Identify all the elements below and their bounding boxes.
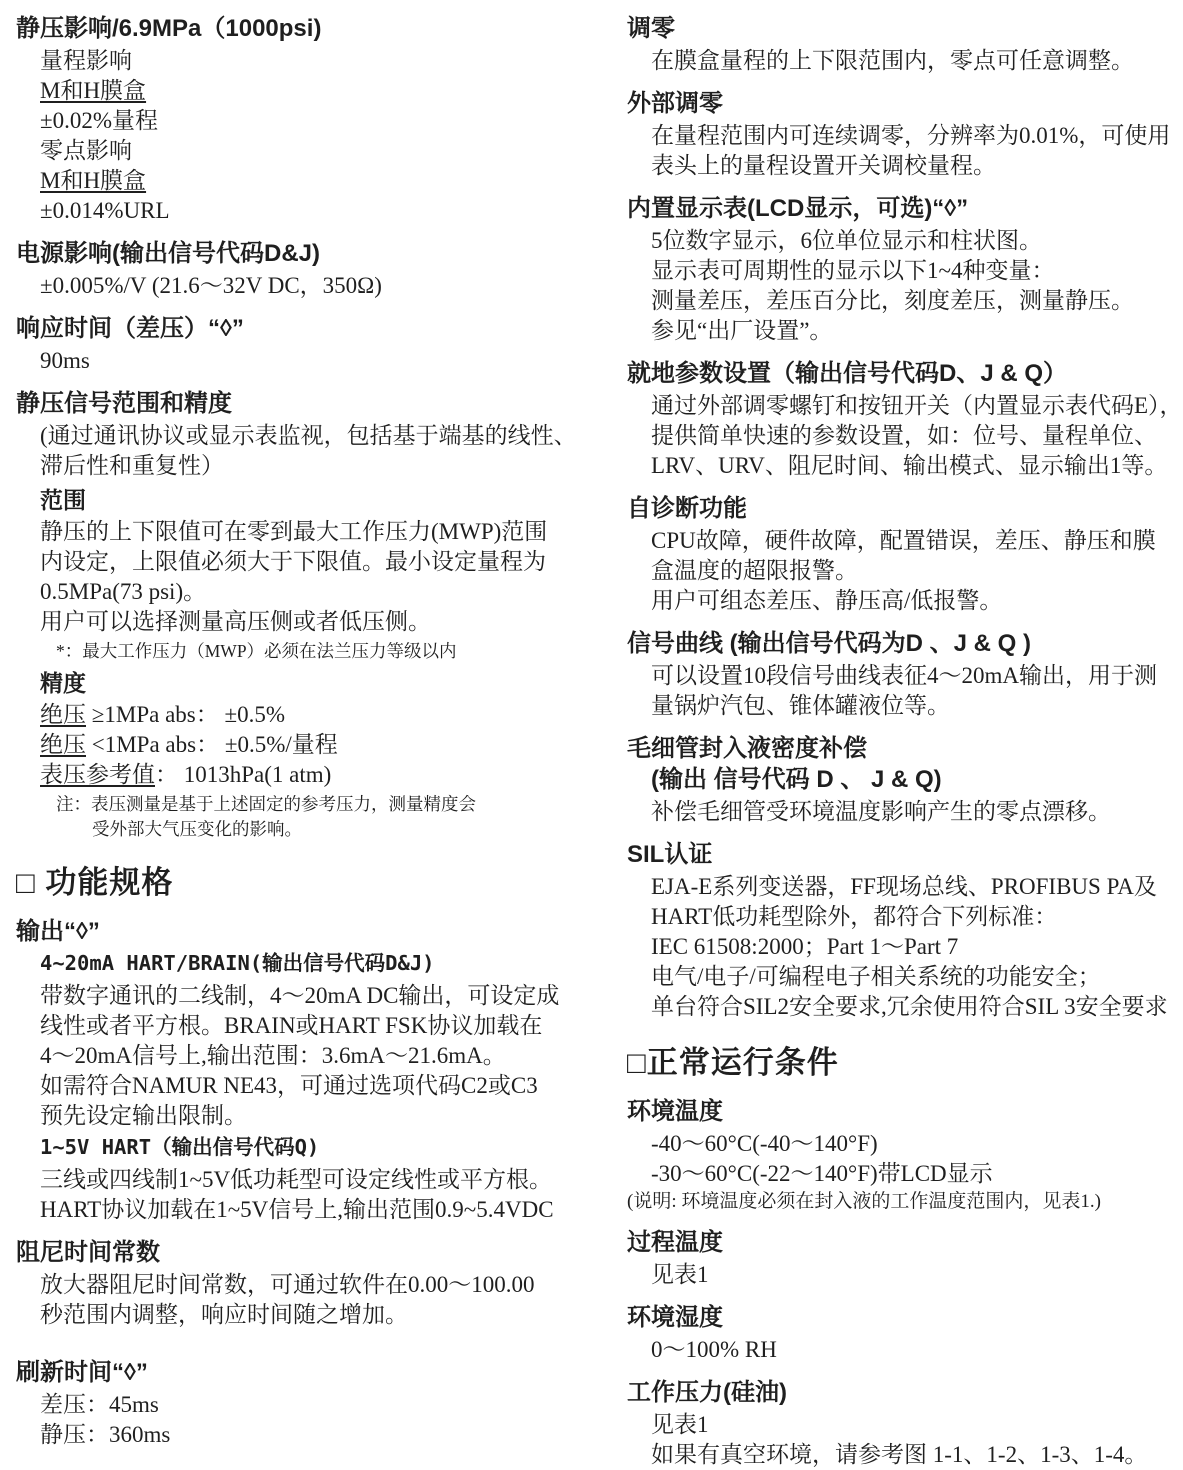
text-line: -40～60°C(-40～140°F) — [651, 1131, 878, 1156]
text-line: 提供简单快速的参数设置，如：位号、量程单位、 — [651, 423, 1157, 448]
text-line: 如需符合NAMUR NE43，可通过选项代码C2或C3 — [40, 1073, 538, 1098]
text-line: 盒温度的超限报警。 — [651, 558, 858, 583]
text-line: HART协议加载在1~5V信号上,输出范围0.9~5.4VDC — [40, 1197, 554, 1222]
spacer — [16, 1330, 594, 1345]
text-line: 补偿毛细管受环境温度影响产生的零点漂移。 — [651, 799, 1111, 824]
text-line: SIL认证 — [627, 841, 713, 868]
text-line: (通过通讯协议或显示表监视，包括基于端基的线性、 — [40, 423, 577, 448]
text-line: HART低功耗型除外，都符合下列标准： — [651, 904, 1058, 929]
text-line: CPU故障，硬件故障，配置错误，差压、静压和膜 — [651, 528, 1156, 553]
field-heading — [627, 1227, 1183, 1258]
text-line: 环境温度 — [627, 1098, 723, 1125]
body-paragraph — [627, 1410, 1183, 1470]
text-line — [16, 700, 594, 730]
text-line: 静压：360ms — [40, 1422, 171, 1447]
underlined-term: 绝压 — [40, 702, 86, 727]
footnote — [16, 639, 594, 664]
body-paragraph — [627, 226, 1183, 346]
text-line: 电源影响(输出信号代码D&J) — [16, 240, 320, 267]
body-paragraph — [16, 271, 594, 301]
text-line: 刷新时间“◊” — [16, 1359, 148, 1386]
text-line: 如果有真空环境，请参考图 1-1、1-2、1-3、1-4。 — [651, 1442, 1148, 1467]
field-heading — [16, 313, 594, 344]
text-line: 在膜盒量程的上下限范围内，零点可任意调整。 — [651, 48, 1134, 73]
text-line — [16, 760, 594, 790]
field-heading — [627, 628, 1183, 659]
text-line — [16, 166, 594, 196]
text-line: IEC 61508:2000；Part 1～Part 7 — [651, 934, 959, 959]
field-heading — [16, 13, 594, 44]
text-line: 信号曲线 (输出信号代码为D 、J & Q ) — [627, 630, 1032, 657]
text-line: 毛细管封入液密度补偿 — [627, 735, 867, 762]
right-column — [627, 13, 1183, 1470]
text-line: 0～100% RH — [651, 1337, 777, 1362]
text-line: 预先设定输出限制。 — [40, 1103, 247, 1128]
text-span: <1MPa abs： ±0.5%/量程 — [86, 732, 338, 757]
body-paragraph — [627, 391, 1183, 481]
text-line: 精度 — [40, 670, 86, 696]
body-paragraph — [16, 346, 594, 376]
text-line: 量程影响 — [40, 48, 132, 73]
text-line: 4~20mA HART/BRAIN(输出信号代码D&J) — [40, 951, 435, 975]
text-line: 范围 — [40, 487, 86, 513]
text-line: (说明: 环境温度必须在封入液的工作温度范围内，见表1.) — [627, 1191, 1101, 1212]
text-line: 90ms — [40, 348, 90, 373]
body-paragraph — [16, 517, 594, 637]
field-heading — [627, 13, 1183, 44]
text-line: 1~5V HART（输出信号代码Q) — [40, 1135, 320, 1159]
field-heading — [16, 1237, 594, 1268]
text-line: -30～60°C(-22～140°F)带LCD显示 — [651, 1161, 993, 1186]
text-line: 带数字通讯的二线制，4～20mA DC输出，可设定成 — [40, 983, 560, 1008]
text-line: (输出 信号代码 D 、 J & Q) — [651, 766, 942, 793]
text-line: 量锅炉汽包、锥体罐液位等。 — [651, 693, 950, 718]
text-span: ： 1013hPa(1 atm) — [155, 762, 332, 787]
text-line: 单台符合SIL2安全要求,冗余使用符合SIL 3安全要求 — [651, 994, 1168, 1019]
text-line: EJA-E系列变送器，FF现场总线、PROFIBUS PA及 — [651, 874, 1157, 899]
text-span: ≥1MPa abs： ±0.5% — [86, 702, 286, 727]
text-line: 内设定，上限值必须大于下限值。最小设定量程为 — [40, 549, 546, 574]
mini-heading — [16, 668, 594, 698]
body-paragraph — [16, 46, 594, 226]
footnote-flush — [627, 1189, 1183, 1215]
text-line: 自诊断功能 — [627, 495, 747, 522]
text-line: 5位数字显示，6位单位显示和柱状图。 — [651, 228, 1042, 253]
body-paragraph — [627, 1335, 1183, 1365]
field-heading — [627, 1302, 1183, 1333]
text-line: 表头上的量程设置开关调校量程。 — [651, 153, 996, 178]
body-paragraph — [627, 121, 1183, 181]
body-paragraph — [627, 661, 1183, 721]
text-line: 用户可以选择测量高压侧或者低压侧。 — [40, 609, 431, 634]
signal-code-subheading — [16, 948, 594, 979]
underlined-term: 绝压 — [40, 732, 86, 757]
field-heading — [627, 1096, 1183, 1127]
text-line: 工作压力(硅油) — [627, 1379, 787, 1406]
body-paragraph — [627, 797, 1183, 827]
text-line: 用户可组态差压、静压高/低报警。 — [651, 588, 1003, 613]
text-line: 零点影响 — [40, 138, 132, 163]
text-line: *：最大工作压力（MWP）必须在法兰压力等级以内 — [56, 641, 457, 661]
text-line: ±0.005%/V (21.6～32V DC，350Ω) — [40, 273, 382, 298]
underlined-term: M和H膜盒 — [40, 168, 147, 193]
section-heading — [627, 1042, 1183, 1084]
body-paragraph — [627, 1260, 1183, 1290]
text-line: 差压：45ms — [40, 1392, 159, 1417]
text-line: ±0.014%URL — [40, 198, 170, 223]
text-line: 4～20mA信号上,输出范围：3.6mA～21.6mA。 — [40, 1043, 506, 1068]
body-paragraph — [16, 1270, 594, 1330]
text-line: 环境湿度 — [627, 1304, 723, 1331]
text-line: 受外部大气压变化的影响。 — [92, 819, 302, 839]
text-line: 测量差压，差压百分比，刻度差压，测量静压。 — [651, 288, 1134, 313]
field-heading — [627, 839, 1183, 870]
text-line: 内置显示表(LCD显示，可选)“◊” — [627, 195, 969, 222]
underlined-term: 表压参考值 — [40, 762, 155, 787]
field-heading — [627, 733, 1183, 795]
signal-code-subheading — [16, 1132, 594, 1163]
field-heading — [16, 916, 594, 947]
body-paragraph — [16, 700, 594, 790]
text-line: □正常运行条件 — [627, 1045, 839, 1080]
text-line: 输出“◊” — [16, 918, 100, 945]
text-line: 静压影响/6.9MPa（1000psi) — [16, 15, 322, 42]
text-line: 外部调零 — [627, 90, 723, 117]
text-line: 注：表压测量是基于上述固定的参考压力，测量精度会 — [56, 794, 476, 814]
field-heading — [627, 493, 1183, 524]
text-line: 过程温度 — [627, 1229, 723, 1256]
text-line: 0.5MPa(73 psi)。 — [40, 579, 207, 604]
text-line: 放大器阻尼时间常数，可通过软件在0.00～100.00 — [40, 1272, 535, 1297]
text-line: 阻尼时间常数 — [16, 1239, 160, 1266]
footnote — [16, 792, 594, 842]
text-line: □ 功能规格 — [16, 865, 174, 900]
text-line: 参见“出厂设置”。 — [651, 318, 833, 343]
field-heading — [627, 193, 1183, 224]
field-heading — [627, 1377, 1183, 1408]
body-paragraph — [16, 1165, 594, 1225]
text-line: 通过外部调零螺钉和按钮开关（内置显示表代码E）， — [651, 393, 1183, 418]
text-line: 在量程范围内可连续调零，分辨率为0.01%，可使用 — [651, 123, 1171, 148]
body-paragraph — [627, 1129, 1183, 1189]
body-paragraph — [16, 981, 594, 1131]
underlined-term: M和H膜盒 — [40, 78, 147, 103]
text-line — [16, 76, 594, 106]
text-line: 电气/电子/可编程电子相关系统的功能安全； — [651, 964, 1101, 989]
text-line: 线性或者平方根。BRAIN或HART FSK协议加载在 — [40, 1013, 543, 1038]
text-line: 见表1 — [651, 1412, 709, 1437]
text-line: 就地参数设置（输出信号代码D、J & Q） — [627, 360, 1068, 387]
body-paragraph — [627, 46, 1183, 76]
text-line: LRV、URV、阻尼时间、输出模式、显示输出1等。 — [651, 453, 1168, 478]
field-heading — [16, 1357, 594, 1388]
left-column — [16, 13, 594, 1450]
mini-heading — [16, 485, 594, 515]
body-paragraph — [16, 1390, 594, 1450]
text-line: 静压信号范围和精度 — [16, 390, 232, 417]
text-line: 见表1 — [651, 1262, 709, 1287]
text-line: ±0.02%量程 — [40, 108, 159, 133]
text-line: 滞后性和重复性） — [40, 453, 224, 478]
body-paragraph — [627, 872, 1183, 1022]
body-paragraph — [16, 421, 594, 481]
text-line: 响应时间（差压）“◊” — [16, 315, 244, 342]
field-heading — [16, 238, 594, 269]
text-line — [16, 730, 594, 760]
text-line: 可以设置10段信号曲线表征4～20mA输出，用于测 — [651, 663, 1157, 688]
text-line: 三线或四线制1~5V低功耗型可设定线性或平方根。 — [40, 1167, 553, 1192]
text-line: 秒范围内调整，响应时间随之增加。 — [40, 1302, 408, 1327]
section-heading — [16, 862, 594, 904]
field-heading — [627, 358, 1183, 389]
text-line: 静压的上下限值可在零到最大工作压力(MWP)范围 — [40, 519, 548, 544]
field-heading — [627, 88, 1183, 119]
field-heading — [16, 388, 594, 419]
text-line: 显示表可周期性的显示以下1~4种变量： — [651, 258, 1055, 283]
text-line: 调零 — [627, 15, 675, 42]
body-paragraph — [627, 526, 1183, 616]
